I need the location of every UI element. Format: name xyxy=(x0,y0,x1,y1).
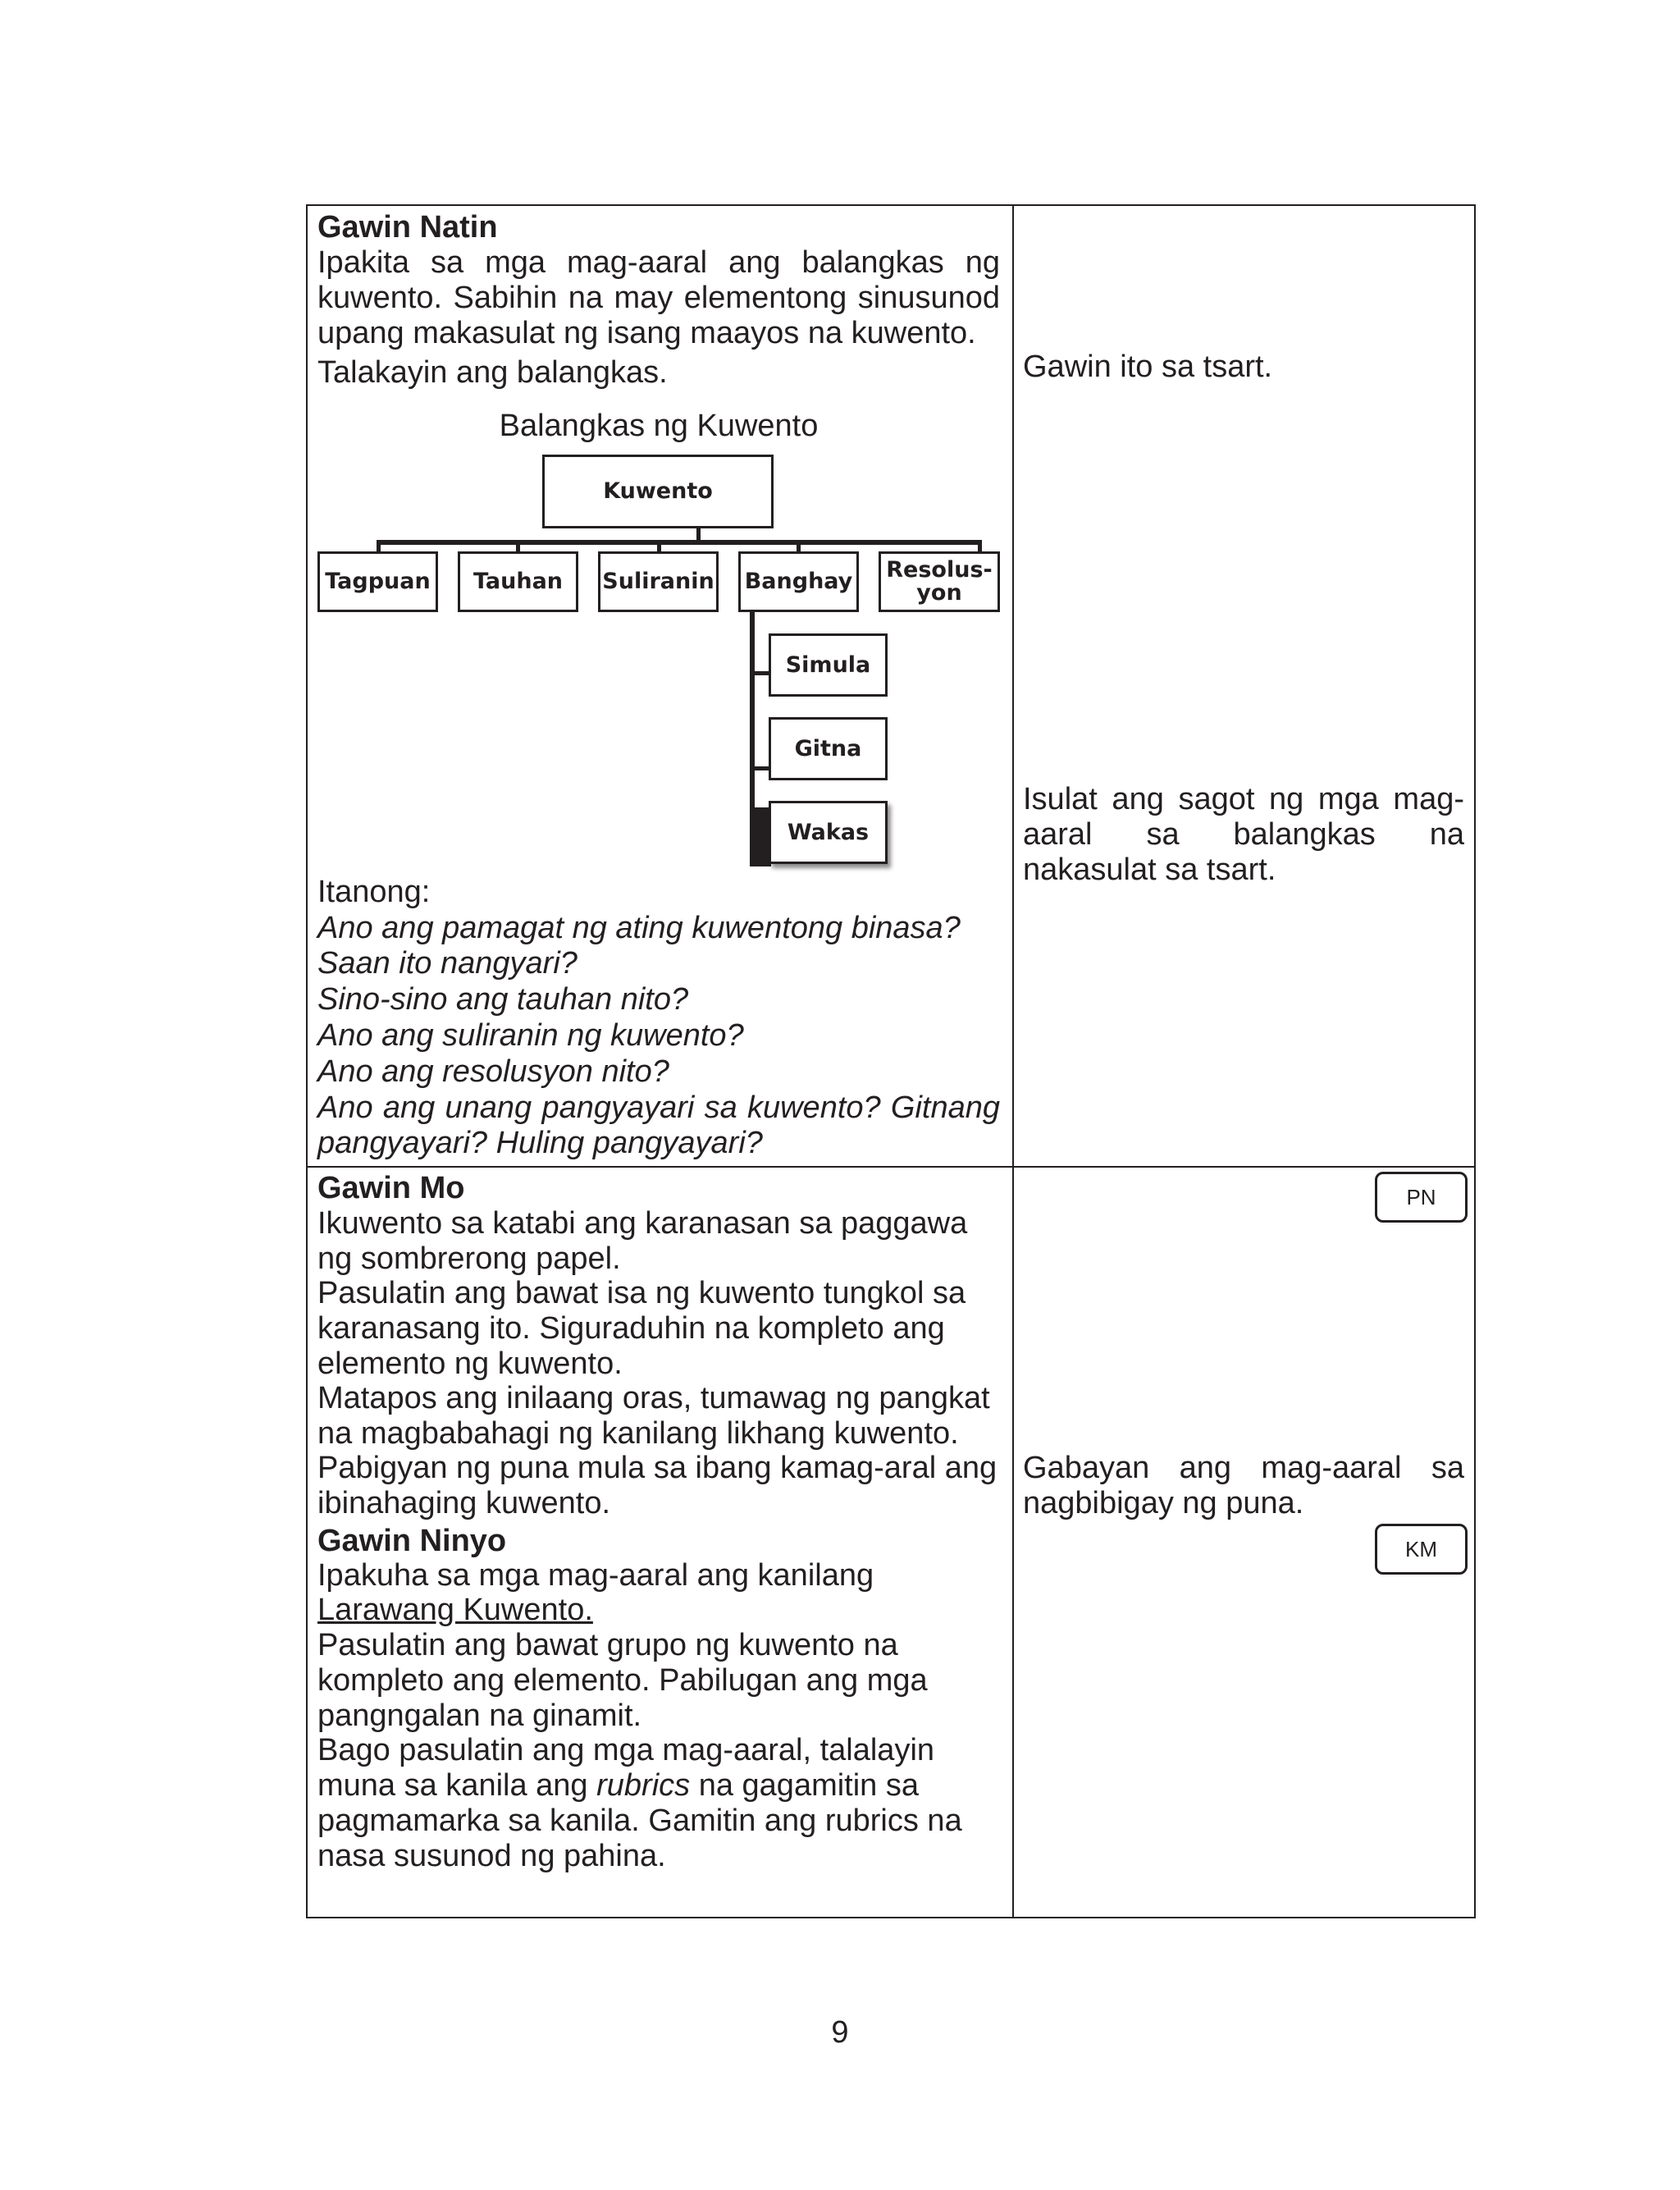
diagram-node-tauhan: Tauhan xyxy=(458,551,578,612)
gawin-natin-discuss: Talakayin ang balangkas. xyxy=(317,355,668,390)
pn-badge: PN xyxy=(1375,1172,1468,1223)
right-note-puna: Gabayan ang mag-aaral sa nagbibigay ng puna. xyxy=(1023,1451,1464,1520)
right-note-answers: Isulat ang sagot ng mga mag-aaral sa balangkas na nakasulat sa tsart. xyxy=(1023,782,1464,887)
question-item: Ano ang resolusyon nito? xyxy=(317,1054,669,1089)
column-divider xyxy=(1012,206,1014,1917)
diagram-node-tagpuan: Tagpuan xyxy=(317,551,438,612)
larawang-kuwento-text: Larawang Kuwento. xyxy=(317,1593,593,1627)
gawin-ninyo-p3-b: na gagamitin sa pagmamarka sa kanila. Gamitin ang rubrics na nasa susunod ng pahina. xyxy=(317,1768,962,1873)
gawin-natin-intro: Ipakita sa mga mag-aaral ang balangkas ng kuwento. Sabihin na may elementong sinusunod upang makasulat ng isang maayos na kuwento. xyxy=(317,245,1000,350)
gawin-mo-p1: Ikuwento sa katabi ang karanasan sa paggawa ng sombrerong papel. xyxy=(317,1206,968,1276)
km-badge: KM xyxy=(1375,1524,1468,1575)
question-item: Sino-sino ang tauhan nito? xyxy=(317,982,689,1017)
diagram-node-wakas: Wakas xyxy=(769,801,888,864)
diagram-node-simula: Simula xyxy=(769,633,888,697)
gawin-ninyo-p3-a: Bago pasulatin ang mga mag-aaral, talalayin muna sa kanila ang xyxy=(317,1733,935,1803)
gawin-ninyo-p3 xyxy=(317,1733,1000,1874)
rubrics-term: rubrics xyxy=(596,1768,691,1803)
question-item: Saan ito nangyari? xyxy=(317,946,578,981)
diagram-node-suliranin: Suliranin xyxy=(598,551,719,612)
page-number: 9 xyxy=(831,2015,849,2050)
gawin-mo-p4: Pabigyan ng puna mula sa ibang kamag-aral ang ibinahaging kuwento. xyxy=(317,1451,998,1520)
gawin-ninyo-p1: Ipakuha sa mga mag-aaral ang kanilang xyxy=(317,1558,874,1593)
gawin-ninyo-heading: Gawin Ninyo xyxy=(317,1524,507,1558)
diagram-title: Balangkas ng Kuwento xyxy=(499,409,819,443)
gawin-natin-heading: Gawin Natin xyxy=(317,210,498,245)
gawin-mo-p2: Pasulatin ang bawat isa ng kuwento tungkol sa karanasang ito. Siguraduhin na kompleto ang elemento ng kuwento. xyxy=(317,1276,966,1381)
diagram-connector xyxy=(377,540,982,545)
gawin-ninyo-p2: Pasulatin ang bawat grupo ng kuwento na kompleto ang elemento. Pabilugan ang mga pangngalan na ginamit. xyxy=(317,1628,928,1733)
question-item: Ano ang suliranin ng kuwento? xyxy=(317,1018,744,1053)
gawin-mo-heading: Gawin Mo xyxy=(317,1171,465,1205)
question-item: Ano ang pamagat ng ating kuwentong binasa? xyxy=(317,911,961,945)
right-note-chart: Gawin ito sa tsart. xyxy=(1023,350,1273,384)
question-item: Ano ang unang pangyayari sa kuwento? Gitnang pangyayari? Huling pangyayari? xyxy=(317,1090,1000,1160)
gawin-mo-p3: Matapos ang inilaang oras, tumawag ng pangkat na magbabahagi ng kanilang likhang kuwento. xyxy=(317,1381,990,1451)
diagram-node-gitna: Gitna xyxy=(769,717,888,780)
diagram-root-node: Kuwento xyxy=(542,455,774,528)
itanong-label: Itanong: xyxy=(317,875,431,909)
diagram-node-banghay: Banghay xyxy=(738,551,859,612)
diagram-node-resolusyon: Resolus- yon xyxy=(879,551,1000,612)
row-divider xyxy=(308,1166,1474,1168)
